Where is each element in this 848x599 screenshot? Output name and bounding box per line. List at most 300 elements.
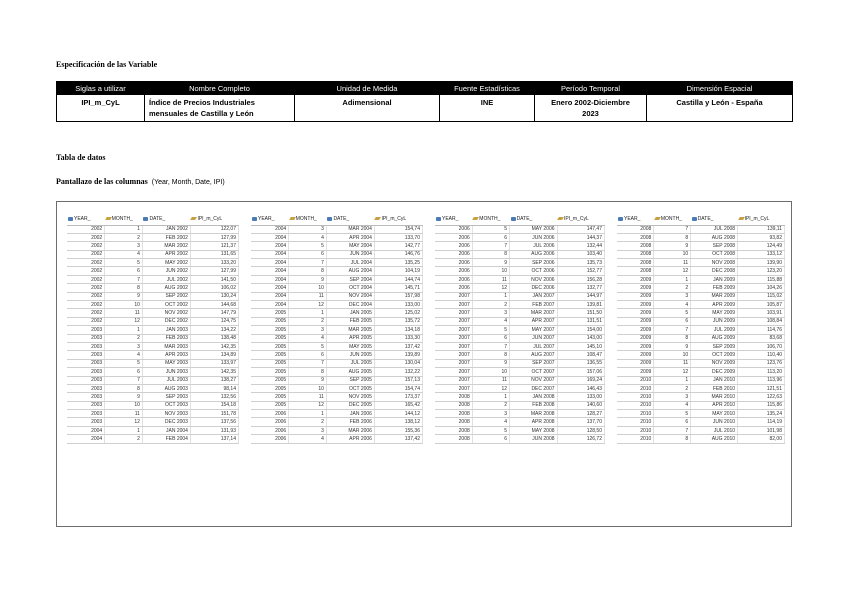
table-row[interactable] bbox=[251, 426, 423, 434]
cell-ipi[interactable]: 139,89 bbox=[374, 351, 422, 359]
cell-date[interactable]: MAR 2006 bbox=[326, 426, 374, 434]
cell-date[interactable]: DEC 2007 bbox=[510, 384, 557, 392]
cell-month[interactable]: 5 bbox=[654, 309, 691, 317]
table-row[interactable] bbox=[617, 275, 785, 283]
cell-ipi[interactable]: 144,74 bbox=[374, 275, 422, 283]
cell-date[interactable]: SEP 2006 bbox=[510, 259, 557, 267]
cell-date[interactable]: OCT 2005 bbox=[326, 384, 374, 392]
cell-ipi[interactable]: 128,50 bbox=[557, 426, 604, 434]
table-row[interactable] bbox=[435, 259, 605, 267]
cell-date[interactable]: AUG 2005 bbox=[326, 368, 374, 376]
table-row[interactable] bbox=[67, 326, 239, 334]
cell-month[interactable]: 2 bbox=[472, 301, 509, 309]
cell-year[interactable]: 2010 bbox=[617, 376, 654, 384]
cell-ipi[interactable]: 139,11 bbox=[738, 225, 785, 233]
table-row[interactable] bbox=[617, 426, 785, 434]
cell-ipi[interactable]: 123,76 bbox=[738, 359, 785, 367]
cell-date[interactable]: SEP 2007 bbox=[510, 359, 557, 367]
cell-date[interactable]: JUN 2010 bbox=[691, 418, 738, 426]
cell-month[interactable]: 12 bbox=[654, 368, 691, 376]
cell-ipi[interactable]: 115,86 bbox=[738, 401, 785, 409]
cell-year[interactable]: 2003 bbox=[67, 342, 105, 350]
cell-year[interactable]: 2006 bbox=[435, 242, 472, 250]
cell-ipi[interactable]: 144,68 bbox=[190, 301, 238, 309]
cell-ipi[interactable]: 131,51 bbox=[557, 317, 604, 325]
cell-year[interactable]: 2003 bbox=[67, 418, 105, 426]
table-row[interactable] bbox=[617, 342, 785, 350]
cell-ipi[interactable]: 122,07 bbox=[190, 225, 238, 233]
cell-year[interactable]: 2003 bbox=[67, 351, 105, 359]
cell-date[interactable]: JAN 2003 bbox=[142, 326, 190, 334]
cell-ipi[interactable]: 114,76 bbox=[738, 326, 785, 334]
cell-month[interactable]: 2 bbox=[105, 334, 143, 342]
cell-year[interactable]: 2002 bbox=[67, 284, 105, 292]
table-row[interactable] bbox=[251, 242, 423, 250]
column-header[interactable] bbox=[251, 214, 289, 225]
cell-date[interactable]: JUL 2004 bbox=[326, 259, 374, 267]
cell-ipi[interactable]: 140,60 bbox=[557, 401, 604, 409]
table-row[interactable] bbox=[67, 309, 239, 317]
cell-year[interactable]: 2010 bbox=[617, 393, 654, 401]
cell-ipi[interactable]: 138,12 bbox=[374, 418, 422, 426]
cell-ipi[interactable]: 138,48 bbox=[190, 334, 238, 342]
table-row[interactable] bbox=[251, 368, 423, 376]
cell-ipi[interactable]: 121,51 bbox=[738, 384, 785, 392]
cell-year[interactable]: 2006 bbox=[435, 275, 472, 283]
cell-year[interactable]: 2002 bbox=[67, 225, 105, 233]
cell-ipi[interactable]: 137,14 bbox=[190, 435, 238, 443]
cell-month[interactable]: 1 bbox=[289, 410, 327, 418]
cell-month[interactable]: 10 bbox=[105, 401, 143, 409]
cell-month[interactable]: 2 bbox=[654, 284, 691, 292]
table-row[interactable] bbox=[435, 242, 605, 250]
cell-year[interactable]: 2010 bbox=[617, 384, 654, 392]
table-row[interactable] bbox=[67, 393, 239, 401]
cell-month[interactable]: 5 bbox=[105, 359, 143, 367]
cell-date[interactable]: APR 2010 bbox=[691, 401, 738, 409]
cell-year[interactable]: 2007 bbox=[435, 342, 472, 350]
cell-date[interactable]: MAR 2007 bbox=[510, 309, 557, 317]
table-row[interactable] bbox=[67, 401, 239, 409]
cell-date[interactable]: APR 2004 bbox=[326, 233, 374, 241]
cell-date[interactable]: AUG 2008 bbox=[691, 233, 738, 241]
cell-date[interactable]: JUL 2006 bbox=[510, 242, 557, 250]
cell-date[interactable]: JAN 2008 bbox=[510, 393, 557, 401]
cell-ipi[interactable]: 146,76 bbox=[374, 250, 422, 258]
cell-month[interactable]: 1 bbox=[105, 326, 143, 334]
cell-year[interactable]: 2007 bbox=[435, 351, 472, 359]
cell-year[interactable]: 2006 bbox=[251, 410, 289, 418]
cell-ipi[interactable]: 144,12 bbox=[374, 410, 422, 418]
cell-date[interactable]: SEP 2009 bbox=[691, 342, 738, 350]
cell-year[interactable]: 2004 bbox=[67, 426, 105, 434]
column-header[interactable] bbox=[435, 214, 472, 225]
cell-date[interactable]: DEC 2008 bbox=[691, 267, 738, 275]
table-row[interactable] bbox=[617, 384, 785, 392]
cell-year[interactable]: 2007 bbox=[435, 309, 472, 317]
cell-ipi[interactable]: 105,87 bbox=[738, 301, 785, 309]
cell-ipi[interactable]: 137,70 bbox=[557, 418, 604, 426]
cell-date[interactable]: APR 2009 bbox=[691, 301, 738, 309]
cell-year[interactable]: 2008 bbox=[617, 259, 654, 267]
cell-ipi[interactable]: 133,12 bbox=[738, 250, 785, 258]
cell-date[interactable]: APR 2002 bbox=[142, 250, 190, 258]
cell-year[interactable]: 2003 bbox=[67, 393, 105, 401]
cell-month[interactable]: 10 bbox=[654, 351, 691, 359]
column-header[interactable] bbox=[374, 214, 422, 225]
cell-year[interactable]: 2008 bbox=[435, 393, 472, 401]
cell-ipi[interactable]: 108,84 bbox=[738, 317, 785, 325]
cell-ipi[interactable]: 127,99 bbox=[190, 233, 238, 241]
cell-date[interactable]: FEB 2009 bbox=[691, 284, 738, 292]
cell-month[interactable]: 3 bbox=[654, 292, 691, 300]
cell-date[interactable]: NOV 2002 bbox=[142, 309, 190, 317]
table-row[interactable] bbox=[617, 351, 785, 359]
cell-ipi[interactable]: 132,56 bbox=[190, 393, 238, 401]
cell-ipi[interactable]: 151,78 bbox=[190, 410, 238, 418]
cell-ipi[interactable]: 135,24 bbox=[738, 410, 785, 418]
table-row[interactable] bbox=[435, 351, 605, 359]
table-row[interactable] bbox=[251, 418, 423, 426]
cell-year[interactable]: 2008 bbox=[435, 435, 472, 443]
cell-date[interactable]: FEB 2007 bbox=[510, 301, 557, 309]
table-row[interactable] bbox=[251, 326, 423, 334]
table-row[interactable] bbox=[435, 250, 605, 258]
table-row[interactable] bbox=[67, 384, 239, 392]
cell-month[interactable]: 11 bbox=[105, 309, 143, 317]
table-row[interactable] bbox=[435, 284, 605, 292]
cell-date[interactable]: OCT 2003 bbox=[142, 401, 190, 409]
cell-ipi[interactable]: 147,47 bbox=[557, 225, 604, 233]
cell-year[interactable]: 2002 bbox=[67, 292, 105, 300]
table-row[interactable] bbox=[67, 334, 239, 342]
cell-ipi[interactable]: 133,97 bbox=[190, 359, 238, 367]
table-row[interactable] bbox=[435, 418, 605, 426]
column-header[interactable] bbox=[738, 214, 785, 225]
cell-ipi[interactable]: 145,10 bbox=[557, 342, 604, 350]
cell-ipi[interactable]: 135,25 bbox=[374, 259, 422, 267]
cell-ipi[interactable]: 122,63 bbox=[738, 393, 785, 401]
column-header[interactable] bbox=[67, 214, 105, 225]
table-row[interactable] bbox=[435, 317, 605, 325]
cell-date[interactable]: AUG 2003 bbox=[142, 384, 190, 392]
table-row[interactable] bbox=[435, 393, 605, 401]
table-row[interactable] bbox=[67, 410, 239, 418]
cell-ipi[interactable]: 169,24 bbox=[557, 376, 604, 384]
cell-month[interactable]: 11 bbox=[472, 376, 509, 384]
table-row[interactable] bbox=[251, 317, 423, 325]
cell-ipi[interactable]: 115,02 bbox=[738, 292, 785, 300]
cell-ipi[interactable]: 125,02 bbox=[374, 309, 422, 317]
table-row[interactable] bbox=[67, 259, 239, 267]
table-row[interactable] bbox=[435, 435, 605, 443]
cell-year[interactable]: 2005 bbox=[251, 326, 289, 334]
cell-year[interactable]: 2006 bbox=[435, 284, 472, 292]
cell-month[interactable]: 4 bbox=[472, 317, 509, 325]
table-row[interactable] bbox=[435, 376, 605, 384]
cell-year[interactable]: 2004 bbox=[251, 301, 289, 309]
cell-year[interactable]: 2005 bbox=[251, 309, 289, 317]
cell-date[interactable]: JUL 2002 bbox=[142, 275, 190, 283]
cell-month[interactable]: 8 bbox=[105, 384, 143, 392]
cell-month[interactable]: 8 bbox=[289, 368, 327, 376]
cell-date[interactable]: JUL 2003 bbox=[142, 376, 190, 384]
cell-year[interactable]: 2005 bbox=[251, 401, 289, 409]
cell-date[interactable]: MAY 2008 bbox=[510, 426, 557, 434]
cell-month[interactable]: 5 bbox=[289, 342, 327, 350]
table-row[interactable] bbox=[617, 418, 785, 426]
table-row[interactable] bbox=[251, 284, 423, 292]
table-row[interactable] bbox=[251, 275, 423, 283]
cell-month[interactable]: 12 bbox=[105, 418, 143, 426]
cell-date[interactable]: MAR 2002 bbox=[142, 242, 190, 250]
cell-month[interactable]: 6 bbox=[105, 267, 143, 275]
cell-ipi[interactable]: 130,24 bbox=[190, 292, 238, 300]
cell-month[interactable]: 10 bbox=[472, 267, 509, 275]
cell-ipi[interactable]: 144,97 bbox=[557, 292, 604, 300]
cell-ipi[interactable]: 142,35 bbox=[190, 342, 238, 350]
cell-ipi[interactable]: 104,19 bbox=[374, 267, 422, 275]
cell-date[interactable]: APR 2006 bbox=[326, 435, 374, 443]
cell-month[interactable]: 2 bbox=[654, 384, 691, 392]
cell-date[interactable]: FEB 2002 bbox=[142, 233, 190, 241]
cell-month[interactable]: 3 bbox=[289, 326, 327, 334]
cell-month[interactable]: 7 bbox=[289, 259, 327, 267]
cell-year[interactable]: 2009 bbox=[617, 342, 654, 350]
cell-month[interactable]: 10 bbox=[105, 301, 143, 309]
table-row[interactable] bbox=[67, 418, 239, 426]
table-row[interactable] bbox=[67, 317, 239, 325]
cell-year[interactable]: 2009 bbox=[617, 275, 654, 283]
cell-month[interactable]: 4 bbox=[105, 250, 143, 258]
cell-date[interactable]: FEB 2008 bbox=[510, 401, 557, 409]
cell-month[interactable]: 11 bbox=[289, 292, 327, 300]
cell-ipi[interactable]: 134,18 bbox=[374, 326, 422, 334]
cell-date[interactable]: DEC 2004 bbox=[326, 301, 374, 309]
cell-date[interactable]: SEP 2005 bbox=[326, 376, 374, 384]
cell-date[interactable]: DEC 2005 bbox=[326, 401, 374, 409]
cell-date[interactable]: MAY 2004 bbox=[326, 242, 374, 250]
table-row[interactable] bbox=[251, 376, 423, 384]
table-row[interactable] bbox=[617, 334, 785, 342]
cell-month[interactable]: 3 bbox=[472, 309, 509, 317]
cell-date[interactable]: JUN 2005 bbox=[326, 351, 374, 359]
cell-year[interactable]: 2007 bbox=[435, 334, 472, 342]
table-row[interactable] bbox=[251, 401, 423, 409]
column-header[interactable] bbox=[617, 214, 654, 225]
cell-year[interactable]: 2004 bbox=[251, 275, 289, 283]
cell-date[interactable]: OCT 2009 bbox=[691, 351, 738, 359]
cell-year[interactable]: 2007 bbox=[435, 376, 472, 384]
cell-year[interactable]: 2006 bbox=[251, 418, 289, 426]
cell-month[interactable]: 12 bbox=[472, 384, 509, 392]
cell-ipi[interactable]: 154,74 bbox=[374, 225, 422, 233]
table-row[interactable] bbox=[67, 351, 239, 359]
table-row[interactable] bbox=[617, 259, 785, 267]
cell-month[interactable]: 5 bbox=[654, 410, 691, 418]
cell-ipi[interactable]: 108,47 bbox=[557, 351, 604, 359]
cell-year[interactable]: 2007 bbox=[435, 368, 472, 376]
cell-year[interactable]: 2008 bbox=[617, 250, 654, 258]
table-row[interactable] bbox=[251, 250, 423, 258]
cell-ipi[interactable]: 98,14 bbox=[190, 384, 238, 392]
table-row[interactable] bbox=[251, 384, 423, 392]
cell-date[interactable]: APR 2005 bbox=[326, 334, 374, 342]
cell-ipi[interactable]: 130,04 bbox=[374, 359, 422, 367]
cell-ipi[interactable]: 103,40 bbox=[557, 250, 604, 258]
cell-ipi[interactable]: 133,00 bbox=[557, 393, 604, 401]
cell-year[interactable]: 2005 bbox=[251, 376, 289, 384]
cell-ipi[interactable]: 138,27 bbox=[190, 376, 238, 384]
table-row[interactable] bbox=[435, 275, 605, 283]
cell-month[interactable]: 9 bbox=[654, 342, 691, 350]
cell-year[interactable]: 2002 bbox=[67, 275, 105, 283]
cell-year[interactable]: 2005 bbox=[251, 317, 289, 325]
cell-year[interactable]: 2003 bbox=[67, 326, 105, 334]
cell-date[interactable]: JAN 2004 bbox=[142, 426, 190, 434]
cell-year[interactable]: 2009 bbox=[617, 317, 654, 325]
cell-date[interactable]: OCT 2002 bbox=[142, 301, 190, 309]
cell-date[interactable]: FEB 2003 bbox=[142, 334, 190, 342]
cell-year[interactable]: 2006 bbox=[435, 233, 472, 241]
cell-year[interactable]: 2008 bbox=[435, 426, 472, 434]
table-row[interactable] bbox=[67, 225, 239, 233]
cell-date[interactable]: MAY 2007 bbox=[510, 326, 557, 334]
cell-month[interactable]: 12 bbox=[472, 284, 509, 292]
table-row[interactable] bbox=[251, 342, 423, 350]
column-header[interactable] bbox=[289, 214, 327, 225]
table-row[interactable] bbox=[435, 326, 605, 334]
cell-ipi[interactable]: 142,35 bbox=[190, 368, 238, 376]
cell-month[interactable]: 11 bbox=[472, 275, 509, 283]
cell-year[interactable]: 2004 bbox=[251, 292, 289, 300]
cell-month[interactable]: 9 bbox=[654, 242, 691, 250]
cell-month[interactable]: 4 bbox=[289, 233, 327, 241]
cell-month[interactable]: 10 bbox=[472, 368, 509, 376]
table-row[interactable] bbox=[617, 250, 785, 258]
cell-date[interactable]: OCT 2006 bbox=[510, 267, 557, 275]
table-row[interactable] bbox=[617, 301, 785, 309]
cell-year[interactable]: 2002 bbox=[67, 301, 105, 309]
table-row[interactable] bbox=[67, 267, 239, 275]
cell-month[interactable]: 1 bbox=[105, 225, 143, 233]
table-row[interactable] bbox=[617, 309, 785, 317]
cell-year[interactable]: 2006 bbox=[251, 435, 289, 443]
cell-ipi[interactable]: 151,50 bbox=[557, 309, 604, 317]
cell-ipi[interactable]: 132,22 bbox=[374, 368, 422, 376]
column-header[interactable] bbox=[691, 214, 738, 225]
cell-date[interactable]: NOV 2003 bbox=[142, 410, 190, 418]
cell-month[interactable]: 6 bbox=[472, 233, 509, 241]
cell-ipi[interactable]: 93,82 bbox=[738, 233, 785, 241]
cell-date[interactable]: MAR 2003 bbox=[142, 342, 190, 350]
cell-date[interactable]: MAR 2010 bbox=[691, 393, 738, 401]
cell-year[interactable]: 2009 bbox=[617, 309, 654, 317]
cell-date[interactable]: JAN 2009 bbox=[691, 275, 738, 283]
cell-year[interactable]: 2009 bbox=[617, 334, 654, 342]
cell-date[interactable]: JUN 2007 bbox=[510, 334, 557, 342]
cell-year[interactable]: 2009 bbox=[617, 301, 654, 309]
table-row[interactable] bbox=[435, 301, 605, 309]
cell-year[interactable]: 2004 bbox=[251, 233, 289, 241]
cell-ipi[interactable]: 152,77 bbox=[557, 267, 604, 275]
table-row[interactable] bbox=[435, 334, 605, 342]
table-row[interactable] bbox=[67, 233, 239, 241]
cell-year[interactable]: 2006 bbox=[435, 250, 472, 258]
cell-date[interactable]: NOV 2004 bbox=[326, 292, 374, 300]
cell-month[interactable]: 11 bbox=[105, 410, 143, 418]
cell-ipi[interactable]: 115,88 bbox=[738, 275, 785, 283]
table-row[interactable] bbox=[67, 250, 239, 258]
cell-year[interactable]: 2004 bbox=[251, 284, 289, 292]
cell-ipi[interactable]: 131,93 bbox=[190, 426, 238, 434]
table-row[interactable] bbox=[435, 401, 605, 409]
cell-ipi[interactable]: 154,18 bbox=[190, 401, 238, 409]
cell-date[interactable]: AUG 2004 bbox=[326, 267, 374, 275]
cell-date[interactable]: DEC 2006 bbox=[510, 284, 557, 292]
cell-month[interactable]: 7 bbox=[472, 342, 509, 350]
cell-date[interactable]: JAN 2002 bbox=[142, 225, 190, 233]
cell-date[interactable]: FEB 2006 bbox=[326, 418, 374, 426]
cell-ipi[interactable]: 123,20 bbox=[738, 267, 785, 275]
cell-ipi[interactable]: 135,73 bbox=[557, 259, 604, 267]
cell-year[interactable]: 2007 bbox=[435, 384, 472, 392]
cell-date[interactable]: MAY 2002 bbox=[142, 259, 190, 267]
cell-month[interactable]: 12 bbox=[654, 267, 691, 275]
table-row[interactable] bbox=[435, 225, 605, 233]
cell-date[interactable]: MAR 2008 bbox=[510, 410, 557, 418]
cell-year[interactable]: 2010 bbox=[617, 410, 654, 418]
cell-year[interactable]: 2006 bbox=[435, 259, 472, 267]
cell-month[interactable]: 6 bbox=[289, 250, 327, 258]
table-row[interactable] bbox=[435, 368, 605, 376]
cell-year[interactable]: 2003 bbox=[67, 401, 105, 409]
table-row[interactable] bbox=[251, 225, 423, 233]
table-row[interactable] bbox=[435, 426, 605, 434]
table-row[interactable] bbox=[67, 284, 239, 292]
cell-date[interactable]: NOV 2008 bbox=[691, 259, 738, 267]
cell-month[interactable]: 6 bbox=[105, 368, 143, 376]
table-row[interactable] bbox=[617, 292, 785, 300]
cell-month[interactable]: 1 bbox=[654, 376, 691, 384]
cell-year[interactable]: 2003 bbox=[67, 376, 105, 384]
cell-ipi[interactable]: 147,79 bbox=[190, 309, 238, 317]
cell-year[interactable]: 2002 bbox=[67, 233, 105, 241]
cell-ipi[interactable]: 113,96 bbox=[738, 376, 785, 384]
cell-date[interactable]: SEP 2004 bbox=[326, 275, 374, 283]
cell-date[interactable]: AUG 2006 bbox=[510, 250, 557, 258]
cell-year[interactable]: 2005 bbox=[251, 384, 289, 392]
cell-month[interactable]: 8 bbox=[105, 284, 143, 292]
cell-date[interactable]: JUL 2005 bbox=[326, 359, 374, 367]
cell-date[interactable]: SEP 2008 bbox=[691, 242, 738, 250]
cell-month[interactable]: 7 bbox=[654, 225, 691, 233]
cell-year[interactable]: 2009 bbox=[617, 368, 654, 376]
cell-month[interactable]: 10 bbox=[289, 384, 327, 392]
cell-ipi[interactable]: 132,77 bbox=[557, 284, 604, 292]
cell-year[interactable]: 2005 bbox=[251, 359, 289, 367]
column-header[interactable] bbox=[510, 214, 557, 225]
cell-month[interactable]: 5 bbox=[472, 326, 509, 334]
cell-year[interactable]: 2008 bbox=[435, 401, 472, 409]
table-row[interactable] bbox=[67, 275, 239, 283]
cell-month[interactable]: 2 bbox=[105, 233, 143, 241]
cell-ipi[interactable]: 124,75 bbox=[190, 317, 238, 325]
cell-year[interactable]: 2002 bbox=[67, 250, 105, 258]
cell-month[interactable]: 3 bbox=[105, 342, 143, 350]
cell-year[interactable]: 2003 bbox=[67, 359, 105, 367]
cell-month[interactable]: 9 bbox=[472, 259, 509, 267]
